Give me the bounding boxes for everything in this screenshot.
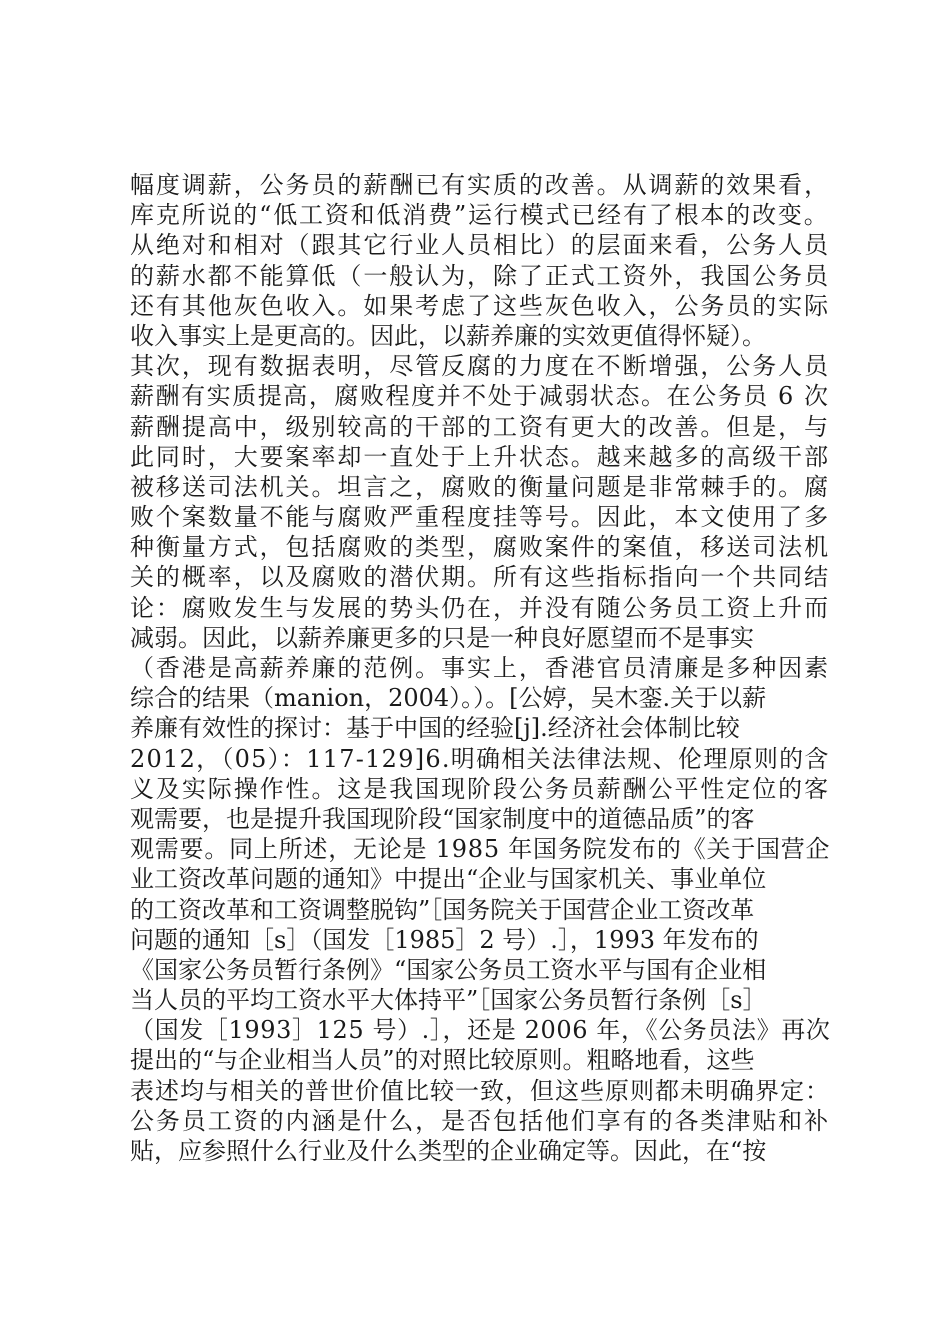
text-line: 从绝对和相对（跟其它行业人员相比）的层面来看，公务人员 [130,231,830,260]
text-line: 其次，现有数据表明，尽管反腐的力度在不断增强，公务人员 [130,352,830,381]
text-line: 薪酬有实质提高，腐败程度并不处于减弱状态。在公务员 6 次 [130,382,830,411]
text-line: 贴，应参照什么行业及什么类型的企业确定等。因此，在“按 [130,1137,767,1165]
body-text [130,170,830,1166]
text-line: 表述均与相关的普世价值比较一致，但这些原则都未明确界定： [130,1076,830,1105]
text-line: 此同时，大要案率却一直处于上升状态。越来越多的高级干部 [130,442,830,471]
text-line: 的薪水都不能算低（一般认为，除了正式工资外，我国公务员 [130,261,830,290]
text-line: 还有其他灰色收入。如果考虑了这些灰色收入，公务员的实际 [130,291,830,320]
text-line: 业工资改革问题的通知》中提出“企业与国家机关、事业单位 [130,865,767,894]
text-line: 观需要。同上所述，无论是 1985 年国务院发布的《关于国营企 [130,835,830,864]
text-line: 公务员工资的内涵是什么，是否包括他们享有的各类津贴和补 [130,1106,830,1135]
text-line: 2012，（05）：117-129]6.明确相关法律法规、伦理原则的含 [130,744,830,773]
text-line: 养廉有效性的探讨：基于中国的经验[j].经济社会体制比较 [130,714,740,743]
text-line: 当人员的平均工资水平大体持平”［国家公务员暂行条例［s］ [130,986,767,1015]
text-line: 的工资改革和工资调整脱钩”［国务院关于国营企业工资改革 [130,895,755,924]
text-line: 提出的“与企业相当人员”的对照比较原则。粗略地看，这些 [130,1046,755,1075]
text-line: （国发［1993］125 号）.］，还是 2006 年，《公务员法》再次 [130,1016,830,1045]
text-line: 种衡量方式，包括腐败的类型，腐败案件的案值，移送司法机 [130,533,830,562]
text-line: 《国家公务员暂行条例》“国家公务员工资水平与国有企业相 [130,955,767,984]
text-line: 综合的结果（manion，2004）。）。[公婷，吴木銮.关于以薪 [130,684,767,713]
text-line: 论：腐败发生与发展的势头仍在，并没有随公务员工资上升而 [130,593,830,622]
text-line: 被移送司法机关。坦言之，腐败的衡量问题是非常棘手的。腐 [130,472,830,501]
text-line: 义及实际操作性。这是我国现阶段公务员薪酬公平性定位的客 [130,774,830,803]
text-line: 观需要，也是提升我国现阶段“国家制度中的道德品质”的客 [130,804,755,833]
text-line: 问题的通知［s］（国发［1985］2 号）.］，1993 年发布的 [130,925,759,954]
text-line: （香港是高薪养廉的范例。事实上，香港官员清廉是多种因素 [130,654,830,682]
text-line: 收入事实上是更高的。因此，以薪养廉的实效更值得怀疑）。 [130,321,766,350]
text-line: 幅度调薪，公务员的薪酬已有实质的改善。从调薪的效果看， [130,171,830,199]
text-line: 减弱。因此，以薪养廉更多的只是一种良好愿望而不是事实 [130,623,754,652]
text-line: 薪酬提高中，级别较高的干部的工资有更大的改善。但是，与 [130,412,830,441]
text-line: 败个案数量不能与腐败严重程度挂等号。因此，本文使用了多 [130,503,830,532]
text-line: 关的概率，以及腐败的潜伏期。所有这些指标指向一个共同结 [130,563,830,592]
text-line: 库克所说的“低工资和低消费”运行模式已经有了根本的改变。 [130,201,830,230]
